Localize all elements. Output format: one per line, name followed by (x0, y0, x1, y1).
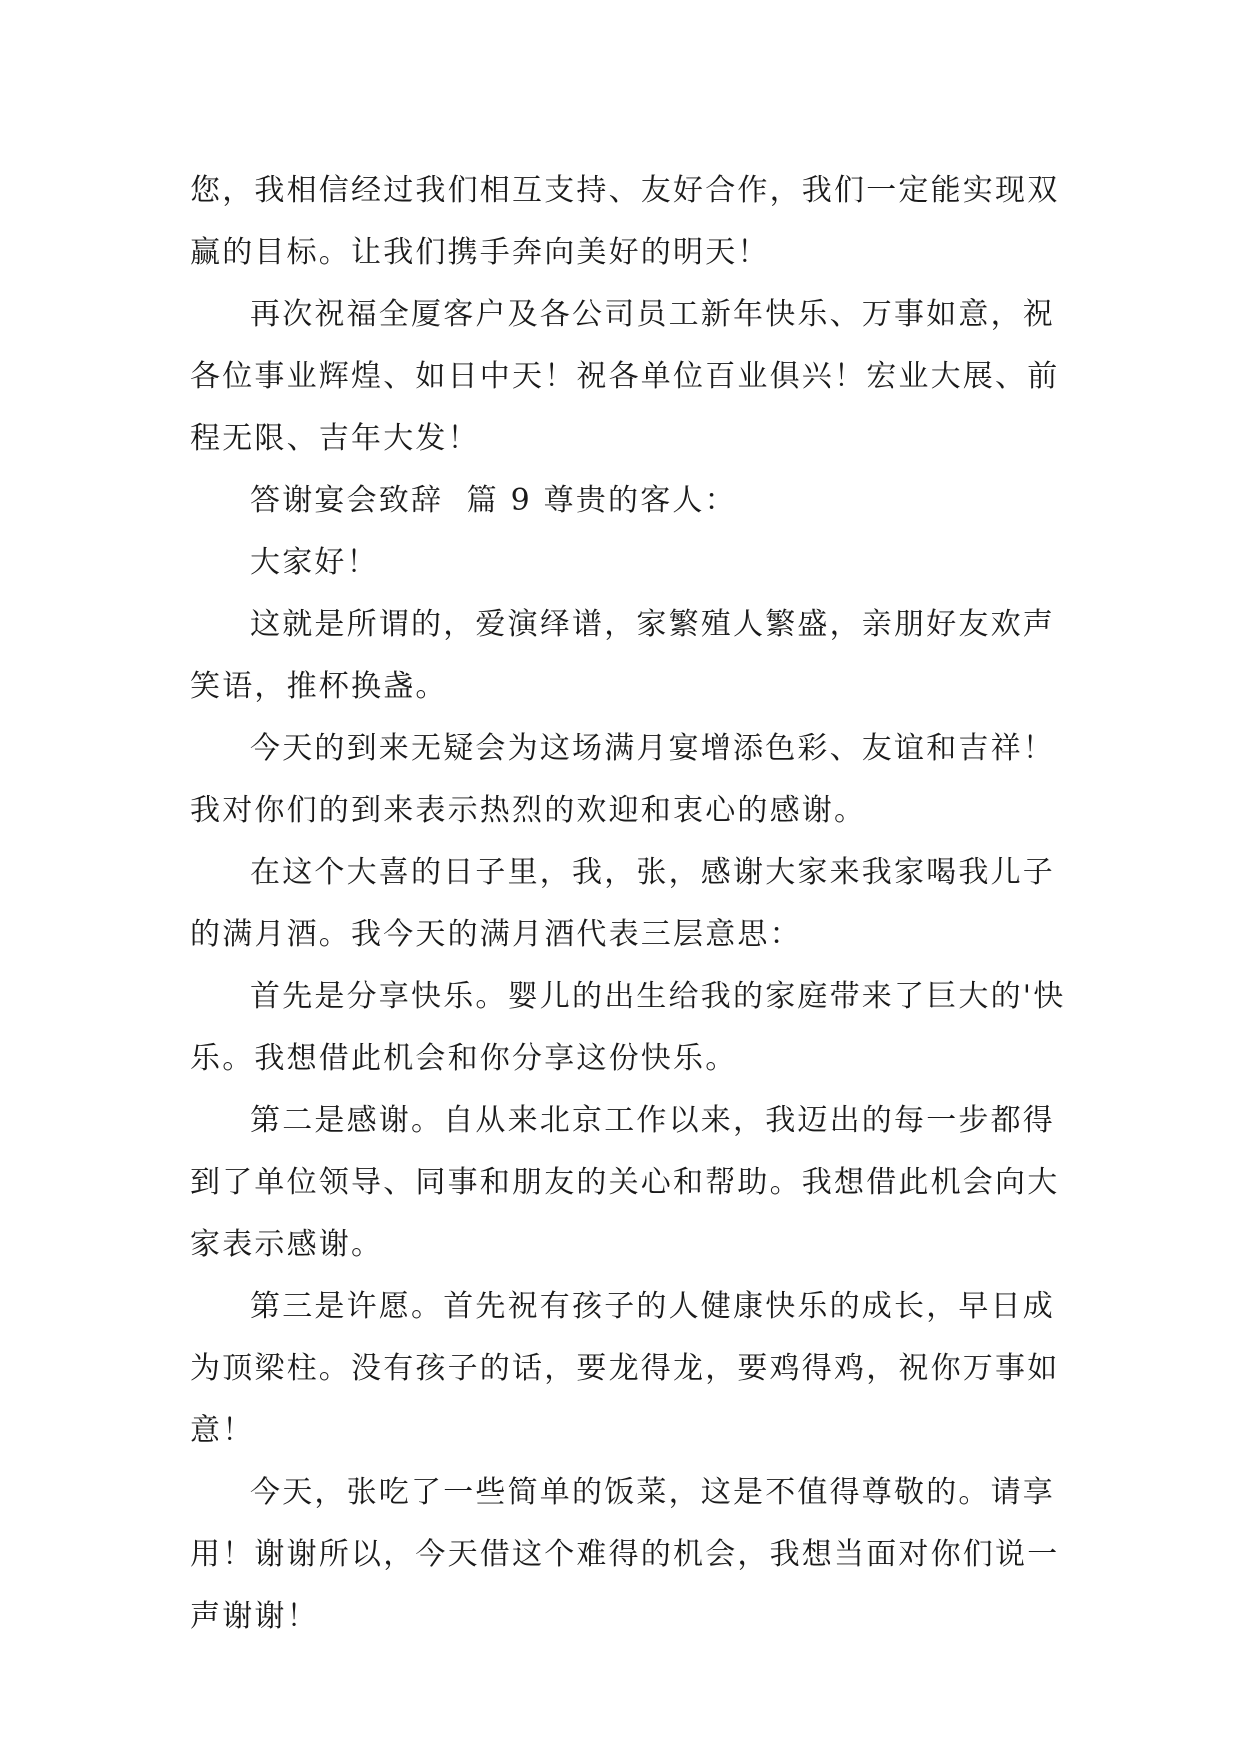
paragraph: 今天，张吃了一些简单的饭菜，这是不值得尊敬的。请享用！谢谢所以，今天借这个难得的机会，我想当面对你们说一声谢谢！ (190, 1475, 1060, 1634)
paragraph: 这就是所谓的，爱演绎谱，家繁殖人繁盛，亲朋好友欢声笑语，推杯换盏。 (190, 607, 1055, 704)
document-body (190, 160, 1070, 1648)
section-heading: 答谢宴会致辞 篇 9 尊贵的客人： (250, 483, 737, 518)
paragraph: 再次祝福全厦客户及各公司员工新年快乐、万事如意，祝各位事业辉煌、如日中天！祝各单位百业俱兴！宏业大展、前程无限、吉年大发！ (190, 297, 1060, 456)
paragraph: 今天的到来无疑会为这场满月宴增添色彩、友谊和吉祥！我对你们的到来表示热烈的欢迎和衷心的感谢。 (190, 731, 1055, 828)
paragraph: 您，我相信经过我们相互支持、友好合作，我们一定能实现双赢的目标。让我们携手奔向美好的明天！ (190, 173, 1060, 270)
greeting: 大家好！ (250, 545, 379, 580)
paragraph: 在这个大喜的日子里，我，张，感谢大家来我家喝我儿子的满月酒。我今天的满月酒代表三层意思： (190, 855, 1055, 952)
paragraph: 首先是分享快乐。婴儿的出生给我的家庭带来了巨大的'快乐。我想借此机会和你分享这份快乐。 (190, 979, 1066, 1076)
paragraph: 第二是感谢。自从来北京工作以来，我迈出的每一步都得到了单位领导、同事和朋友的关心和帮助。我想借此机会向大家表示感谢。 (190, 1103, 1060, 1262)
paragraph: 第三是许愿。首先祝有孩子的人健康快乐的成长，早日成为顶梁柱。没有孩子的话，要龙得龙，要鸡得鸡，祝你万事如意！ (190, 1289, 1060, 1448)
